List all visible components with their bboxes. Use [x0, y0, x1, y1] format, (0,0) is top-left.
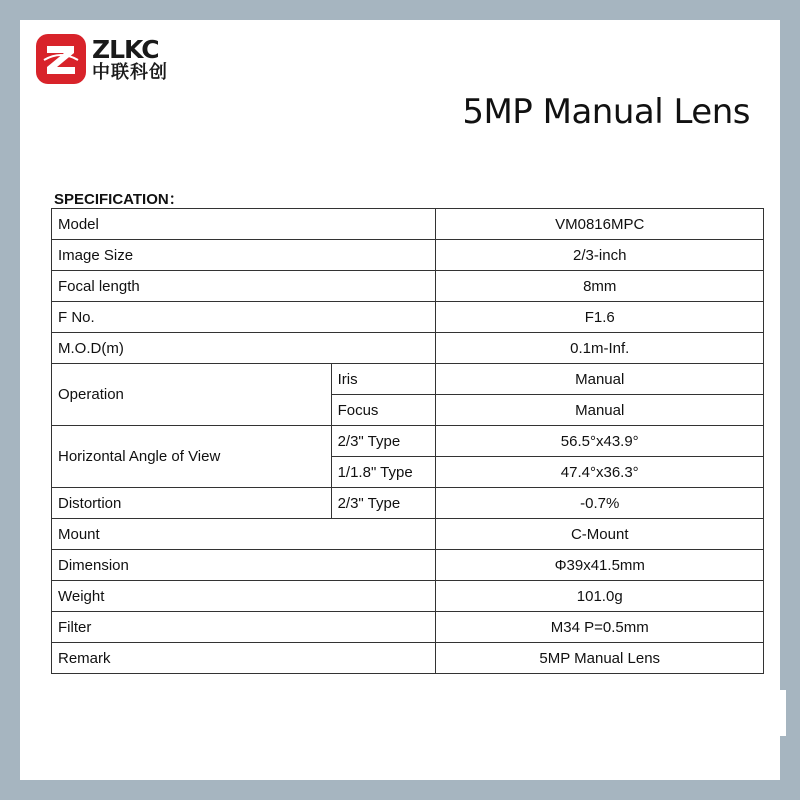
table-row	[52, 426, 764, 457]
spec-heading: SPECIFICATION：	[54, 191, 184, 208]
brand-name-cn: 中联科创	[92, 62, 168, 83]
spec-label: Mount	[52, 519, 436, 550]
spec-label: Dimension	[52, 550, 436, 581]
spec-sublabel: 2/3" Type	[331, 426, 436, 457]
spec-sublabel: Iris	[331, 364, 436, 395]
brand-logo	[36, 34, 196, 94]
table-row	[52, 643, 764, 674]
table-row	[52, 333, 764, 364]
spec-label: Horizontal Angle of View	[52, 426, 332, 488]
spec-label: Weight	[52, 581, 436, 612]
table-row	[52, 519, 764, 550]
spec-table	[51, 208, 764, 674]
spec-label: M.O.D(m)	[52, 333, 436, 364]
spec-label: Operation	[52, 364, 332, 426]
brand-name-en: ZLKC	[92, 35, 159, 64]
spec-value: 56.5°x43.9°	[436, 426, 764, 457]
spec-value: VM0816MPC	[436, 209, 764, 240]
spec-sheet	[20, 20, 780, 780]
spec-sublabel: 2/3" Type	[331, 488, 436, 519]
spec-label: Model	[52, 209, 436, 240]
spec-value: 5MP Manual Lens	[436, 643, 764, 674]
spec-sublabel: Focus	[331, 395, 436, 426]
spec-label: Image Size	[52, 240, 436, 271]
table-row	[52, 581, 764, 612]
spec-label: Filter	[52, 612, 436, 643]
spec-value: F1.6	[436, 302, 764, 333]
spec-value: M34 P=0.5mm	[436, 612, 764, 643]
table-row	[52, 612, 764, 643]
spec-value: 8mm	[436, 271, 764, 302]
table-row	[52, 240, 764, 271]
spec-value: -0.7%	[436, 488, 764, 519]
spec-label: Focal length	[52, 271, 436, 302]
table-row	[52, 550, 764, 581]
spec-value: 0.1m-Inf.	[436, 333, 764, 364]
spec-value: C-Mount	[436, 519, 764, 550]
table-row	[52, 209, 764, 240]
spec-label: Remark	[52, 643, 436, 674]
product-title: 5MP Manual Lens	[462, 92, 750, 132]
spec-label: F No.	[52, 302, 436, 333]
spec-label: Distortion	[52, 488, 332, 519]
page-edge-notch	[780, 690, 786, 736]
spec-value: 47.4°x36.3°	[436, 457, 764, 488]
table-row	[52, 302, 764, 333]
spec-value: 2/3-inch	[436, 240, 764, 271]
spec-value: Φ39x41.5mm	[436, 550, 764, 581]
spec-value: Manual	[436, 364, 764, 395]
spec-sublabel: 1/1.8" Type	[331, 457, 436, 488]
spec-value: Manual	[436, 395, 764, 426]
table-row	[52, 271, 764, 302]
zlkc-logo-icon	[36, 34, 86, 84]
table-row	[52, 364, 764, 395]
table-row	[52, 488, 764, 519]
spec-value: 101.0g	[436, 581, 764, 612]
